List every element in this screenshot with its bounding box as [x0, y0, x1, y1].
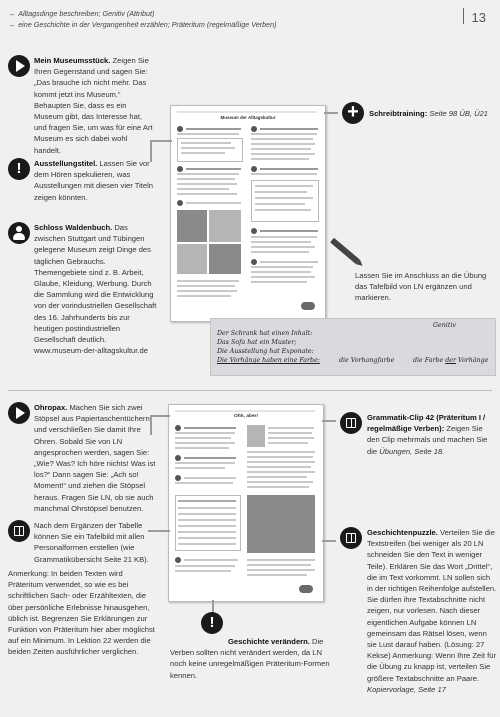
verben-note: Geschichte verändern. Die Verben sollten nicht verändert werden, da LN noch keine unregelmäßigen Präteritum-Formen kennen.	[170, 637, 330, 680]
connector-arrow	[150, 415, 170, 417]
board-line: Die Ausstellung hat Exponate:	[217, 348, 314, 355]
book-icon	[8, 520, 30, 542]
header-line-2: → eine Geschichte in der Vergangenheit erzählen; Präteritum (regelmäßige Verben)	[8, 20, 277, 29]
board-line: Der Schrank hat einen Inhalt:	[217, 330, 313, 337]
connector-arrow	[150, 415, 152, 435]
exclamation-icon: !	[8, 158, 30, 180]
connector-arrow	[148, 530, 170, 532]
page-number: 13	[471, 10, 486, 25]
connector-arrow	[324, 112, 338, 114]
connector-arrow	[322, 420, 336, 422]
textbook-page-thumbnail	[168, 404, 324, 602]
board-line: Die Vorhänge haben eine Farbe:	[217, 357, 320, 364]
anmerkung-note: Anmerkung: In beiden Texten wird Präteritum verwendet, so wie es bei schriftlichen Sach- oder Erzähltexten, die über persönliche Erlebnisse hinausgehen, üblich ist. Begrenzen Sie Erklärungen zur Funktion von Präteritum hier aber möglichst auf ein Minimum. In Lektion 22 werden die beiden Zeiten ausführlicher verglichen.	[8, 569, 155, 657]
grammatik-clip-note: Grammatik-Clip 42 (Präteritum I / regelmäßige Verben): Zeigen Sie den Clip mehrmals und machen Sie die Übungen, Seite 18.	[367, 413, 488, 456]
section-divider	[8, 390, 492, 391]
book-icon	[340, 527, 362, 549]
board-genitive-phrase: die Farbe der Vorhänge	[413, 357, 489, 364]
connector-arrow	[150, 140, 152, 162]
thumbnail-title: Museum der Alltagskultur	[220, 115, 276, 120]
play-icon	[8, 55, 30, 77]
thumbnail-title: Ohh, aber!	[234, 414, 258, 419]
schreibtraining-note: Schreibtraining: Seite 98 ÜB, Ü21	[369, 109, 489, 118]
geschichtenpuzzle-note: Geschichtenpuzzle. Verteilen Sie die Textstreifen (bei weniger als 20 LN schneiden Sie den Text in weniger Teile). Erklären Sie das Wort „Drittel“, die im Text vorkommt. LN sollen sich in der richtigen Reihenfolge aufstellen. Sie dürfen ihre Textabschnitte nicht zeigen, nur vorlesen. Nach dieser eigentlichen Aufgabe können LN gemeinsam das Rätsel lösen, wenn sie Lust darauf haben. (Lösung: 27 Kekse) Anmerkung: Wenn Ihre Zeit für die Übung zu knapp ist, verteilen Sie größere Textabschnitte an Paare. Kopiervorlage, Seite 17	[367, 528, 497, 694]
tafelbild-hint: Lassen Sie im Anschluss an die Übung das Tafelbild von LN ergänzen und markieren.	[355, 271, 487, 303]
ausstellung-note: Ausstellungstitel. Lassen Sie vor dem Hören spekulieren, was Ausstellungen mit diesen vier Titeln zeigen könnten.	[34, 159, 154, 202]
board-genitiv-label: Genitiv	[433, 322, 456, 329]
play-icon	[8, 402, 30, 424]
connector-arrow	[322, 540, 336, 542]
header-line-1: → Alltagsdinge beschreiben; Genitiv (Attribut)	[8, 9, 155, 18]
board-line: Das Sofa hat ein Muster;	[217, 339, 297, 346]
exclamation-icon: !	[201, 612, 223, 634]
connector-arrow	[212, 600, 214, 612]
page-number-divider	[463, 8, 464, 24]
pencil-icon	[330, 238, 360, 264]
tabelle-note: Nach dem Ergänzen der Tabelle können Sie ein Tafelbild mit allen Personalformen erstellen (wie Grammatikübersicht Seite 21 KB).	[34, 521, 149, 564]
textbook-page-thumbnail	[170, 105, 326, 322]
museum-note: Mein Museumsstück. Zeigen Sie Ihren Gegenstand und sagen Sie: „Das brauche ich nicht mehr. Das kommt jetzt ins Museum.“ Behaupten Sie, dass es ein Museum gibt, das Interesse hat, und fragen Sie, um was für eine Art Museum es sich dabei wohl handelt.	[34, 56, 153, 155]
schloss-note: Schloss Waldenbuch. Das zwischen Stuttgart und Tübingen gelegene Museum zeigt Dinge des täglichen Gebrauchs. Themengebiete sind z. B. Arbeit, Glaube, Kleidung, Werbung. Durch die Sammlung wird die Entwicklung von der vorindustriellen Gesellschaft des 16. Jahrhunderts bis zur heutigen postindustriellen Gesellschaft deutlich. www.museum-der-alltagskultur.de	[34, 223, 157, 356]
connector-arrow	[150, 140, 172, 142]
book-icon	[340, 412, 362, 434]
board-compound: die Vorhangfarbe	[339, 357, 395, 364]
plus-icon: +	[342, 102, 364, 124]
page-header	[0, 0, 500, 34]
ohropax-note: Ohropax. Machen Sie sich zwei Stöpsel aus Papiertaschentüchern und verschließen Sie damit Ihre Ohren. Sobald Sie von LN angesprochen werden, sagen Sie: „Wie? Was? Ich höre nichts! Was ist los?“ Dann sagen Sie: „Ach so! Moment!“ und ziehen die Stöpsel heraus. Fragen Sie LN, ob sie auch manchmal Ohrstöpsel benutzen.	[34, 403, 156, 513]
blackboard-example	[210, 318, 496, 376]
person-info-icon	[8, 222, 30, 244]
